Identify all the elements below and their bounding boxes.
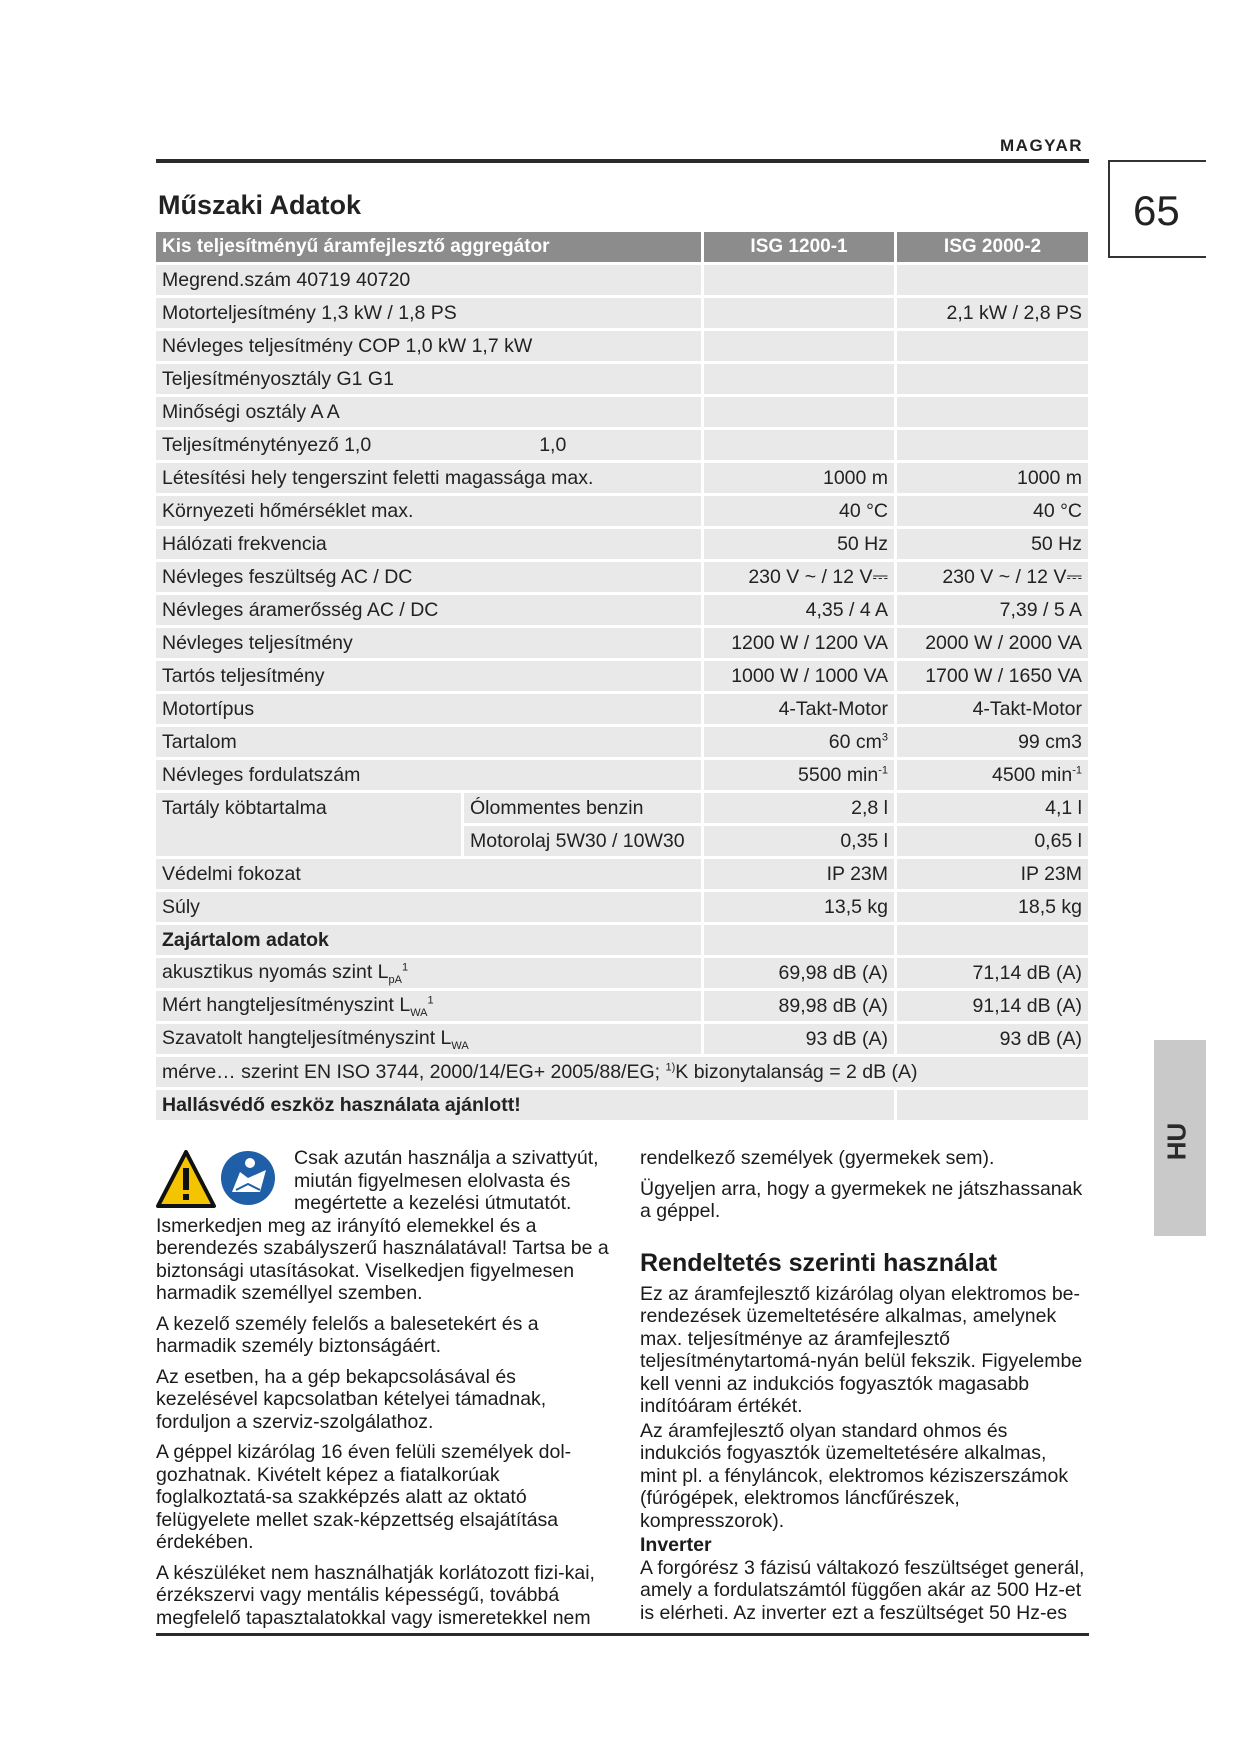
top-rule <box>156 159 1089 163</box>
row-label: akusztikus nyomás szint $L_{pA}^1$ <box>156 958 701 988</box>
paragraph: A készüléket nem használhatják korlátozott fizi-kai, érzékszervi vagy mentális képességű, továbbá megfelelő tapasztalatokkal vagy ismeretekkel nem <box>156 1561 595 1629</box>
row-label: Névleges áramerősség AC / DC <box>156 595 701 625</box>
row-label: Teljesítményosztály G1 G1 <box>156 364 701 394</box>
table-header-product: Kis teljesítményű áramfejlesztő aggregátor <box>156 232 701 262</box>
cell-model-1: 2,8 l <box>704 793 894 823</box>
table-row <box>156 628 1088 658</box>
language-label: MAGYAR <box>1000 136 1083 155</box>
table-row <box>156 562 1088 592</box>
row-label: Mért hangteljesítményszint $L_{WA}^1$ <box>156 991 701 1021</box>
table-row <box>156 331 1088 361</box>
row-label: Szavatolt hangteljesítményszint $L_{WA}$ <box>156 1024 701 1054</box>
row-label: Tartalom <box>156 727 701 757</box>
cell-model-1: 50 Hz <box>704 529 894 559</box>
paragraph: Ez az áramfejlesztő kizárólag olyan elektromos be-rendezések üzemeltetésére alkalmas, amelynek max. teljesítménye az áramfejlesztő teljesítménytartomá-nyán belül fekszik. Figyelembe kell venni az indukciós fogyasztók magasabb indítóáram értékét. <box>640 1282 1083 1417</box>
cell-model-2: 50 Hz <box>897 529 1088 559</box>
table-row <box>156 892 1088 922</box>
inverter-heading: Inverter <box>640 1534 712 1556</box>
table-row <box>156 1057 1088 1087</box>
cell-model-1: 1200 W / 1200 VA <box>704 628 894 658</box>
table-row <box>156 529 1088 559</box>
language-side-tab-label: HU <box>1161 1122 1192 1161</box>
cell-model-1: 93 dB (A) <box>704 1024 894 1054</box>
cell-model-2: IP 23M <box>897 859 1088 889</box>
table-row <box>156 298 1088 328</box>
paragraph: A kezelő személy felelős a balesetekért és a harmadik személy biztonságáért. <box>156 1312 539 1357</box>
cell-model-1: 13,5 kg <box>704 892 894 922</box>
sub-label: Ólommentes benzin <box>464 793 701 823</box>
row-label: Környezeti hőmérséklet max. <box>156 496 701 526</box>
row-label: Hálózati frekvencia <box>156 529 701 559</box>
row-label: Motortípus <box>156 694 701 724</box>
table-header-row <box>156 232 1088 262</box>
bottom-rule <box>156 1633 1089 1636</box>
table-row <box>156 397 1088 427</box>
cell-model-1: 1000 m <box>704 463 894 493</box>
row-label: Motorteljesítmény 1,3 kW / 1,8 PS <box>156 298 701 328</box>
power-factor-value: 1,0 <box>539 433 567 456</box>
table-row <box>156 694 1088 724</box>
row-label: Névleges teljesítmény <box>156 628 701 658</box>
table-row <box>156 760 1088 790</box>
cell-model-2: 91,14 dB (A) <box>897 991 1088 1021</box>
noise-section-title: Zajártalom adatok <box>156 925 701 955</box>
table-row <box>156 958 1088 988</box>
row-label: Védelmi fokozat <box>156 859 701 889</box>
row-label: Névleges teljesítmény COP 1,0 kW 1,7 kW <box>156 331 701 361</box>
cell-model-2: 4500 $\min^{-1}$ <box>897 760 1088 790</box>
cell-model-2: 1000 m <box>897 463 1088 493</box>
cell-model-1: 40 °C <box>704 496 894 526</box>
measurement-note: mérve… szerint EN ISO 3744, 2000/14/EG+ 2005/88/EG; $^{1)}$K bizonytalanság = 2 dB (A) <box>156 1057 1088 1087</box>
hearing-protection-note: Hallásvédő eszköz használata ajánlott! <box>156 1090 894 1120</box>
cell-model-2: 40 °C <box>897 496 1088 526</box>
cell-model-1: 69,98 dB (A) <box>704 958 894 988</box>
cell-model-1: 1000 W / 1000 VA <box>704 661 894 691</box>
table-row <box>156 430 1088 460</box>
cell-model-1: 0,35 l <box>704 826 894 856</box>
cell-model-2: 99 cm3 <box>897 727 1088 757</box>
table-row <box>156 595 1088 625</box>
cell-model-1: 60 $cm^3$ <box>704 727 894 757</box>
cell-model-2: 4-Takt-Motor <box>897 694 1088 724</box>
cell-model-2: 2000 W / 2000 VA <box>897 628 1088 658</box>
paragraph: Az áramfejlesztő olyan standard ohmos és indukciós fogyasztók üzemeltetésére alkalmas, mint pl. a fényláncok, elektromos kéziszerszámok (fúrógépek, elektromos láncfűrészek, kompresszorok). <box>640 1419 1069 1532</box>
power-factor-label: Teljesítménytényező 1,0 <box>162 433 372 456</box>
cell-model-2: 1700 W / 1650 VA <box>897 661 1088 691</box>
cell-model-1: 4-Takt-Motor <box>704 694 894 724</box>
row-label: Tartós teljesítmény <box>156 661 701 691</box>
intro-paragraph: Csak azután használja a szivattyút, miután figyelmesen elolvasta és megértette a kezelési útmutatót. Ismerkedjen meg az irányító elemekkel és a berendezés szabályszerű használatával! Tartsa be a biztonsági utasításokat. Viselkedjen figyelmesen harmadik személlyel szemben. <box>156 1147 609 1304</box>
paragraph: A géppel kizárólag 16 éven felüli személyek dol-gozhatnak. Kivételt képez a fiatalkorúak foglalkoztatá-sa szakképzés alatt az oktató felügyelete mellet szak-képzettség elsajátítása érdekében. <box>156 1441 572 1553</box>
row-label: Súly <box>156 892 701 922</box>
row-label: Létesítési hely tengerszint feletti magassága max. <box>156 463 701 493</box>
table-row <box>156 661 1088 691</box>
section-title: Műszaki Adatok <box>158 190 362 220</box>
row-label: Minőségi osztály A A <box>156 397 701 427</box>
table-row <box>156 859 1088 889</box>
table-header-model-2: ISG 2000-2 <box>897 232 1088 262</box>
cell-model-2: 18,5 kg <box>897 892 1088 922</box>
row-label: Névleges feszültség AC / DC <box>156 562 701 592</box>
table-row <box>156 1024 1088 1054</box>
table-row <box>156 496 1088 526</box>
intended-use-heading: Rendeltetés szerinti használat <box>640 1248 998 1277</box>
cell-model-2: 4,1 l <box>897 793 1088 823</box>
right-column <box>640 1147 1088 1632</box>
cell-model-2: 93 dB (A) <box>897 1024 1088 1054</box>
table-row <box>156 925 1088 955</box>
cell-model-1: 5500 $\min^{-1}$ <box>704 760 894 790</box>
cell-model-2: 230 V ~ / 12 V⎓ <box>897 562 1088 592</box>
table-row <box>156 265 1088 295</box>
cell-model-1: IP 23M <box>704 859 894 889</box>
sub-label: Motorolaj 5W30 / 10W30 <box>464 826 701 856</box>
cell-model-2: 2,1 kW / 2,8 PS <box>897 298 1088 328</box>
cell-model-1: 89,98 dB (A) <box>704 991 894 1021</box>
specs-table <box>153 229 1091 1123</box>
cell-model-1: 230 V ~ / 12 V⎓ <box>704 562 894 592</box>
cell-model-2: 0,65 l <box>897 826 1088 856</box>
left-column <box>156 1147 612 1637</box>
row-label: Megrend.szám 40719 40720 <box>156 265 701 295</box>
table-row <box>156 991 1088 1021</box>
cell-model-2: 7,39 / 5 A <box>897 595 1088 625</box>
row-label: Névleges fordulatszám <box>156 760 701 790</box>
table-row <box>156 463 1088 493</box>
row-label: Tartály köbtartalma <box>156 793 461 856</box>
cell-model-1: 4,35 / 4 A <box>704 595 894 625</box>
table-header-model-1: ISG 1200-1 <box>704 232 894 262</box>
table-row <box>156 793 1088 823</box>
table-row <box>156 1090 1088 1120</box>
paragraph: A forgórész 3 fázisú váltakozó feszültséget generál, amely a fordulatszámtól függően akár az 500 Hz-et is elérheti. Az inverter ezt a feszültséget 50 Hz-es <box>640 1556 1085 1624</box>
cell-model-2: 71,14 dB (A) <box>897 958 1088 988</box>
row-label <box>156 430 701 460</box>
paragraph: rendelkező személyek (gyermekek sem). <box>640 1147 995 1169</box>
paragraph: Ügyeljen arra, hogy a gyermekek ne játszhassanak a géppel. <box>640 1177 1083 1222</box>
page-number: 65 <box>1133 187 1180 234</box>
table-row <box>156 364 1088 394</box>
table-row <box>156 727 1088 757</box>
paragraph: Az esetben, ha a gép bekapcsolásával és kezelésével kapcsolatban kételyei támadnak, forduljon a szerviz-szolgálathoz. <box>156 1365 547 1433</box>
